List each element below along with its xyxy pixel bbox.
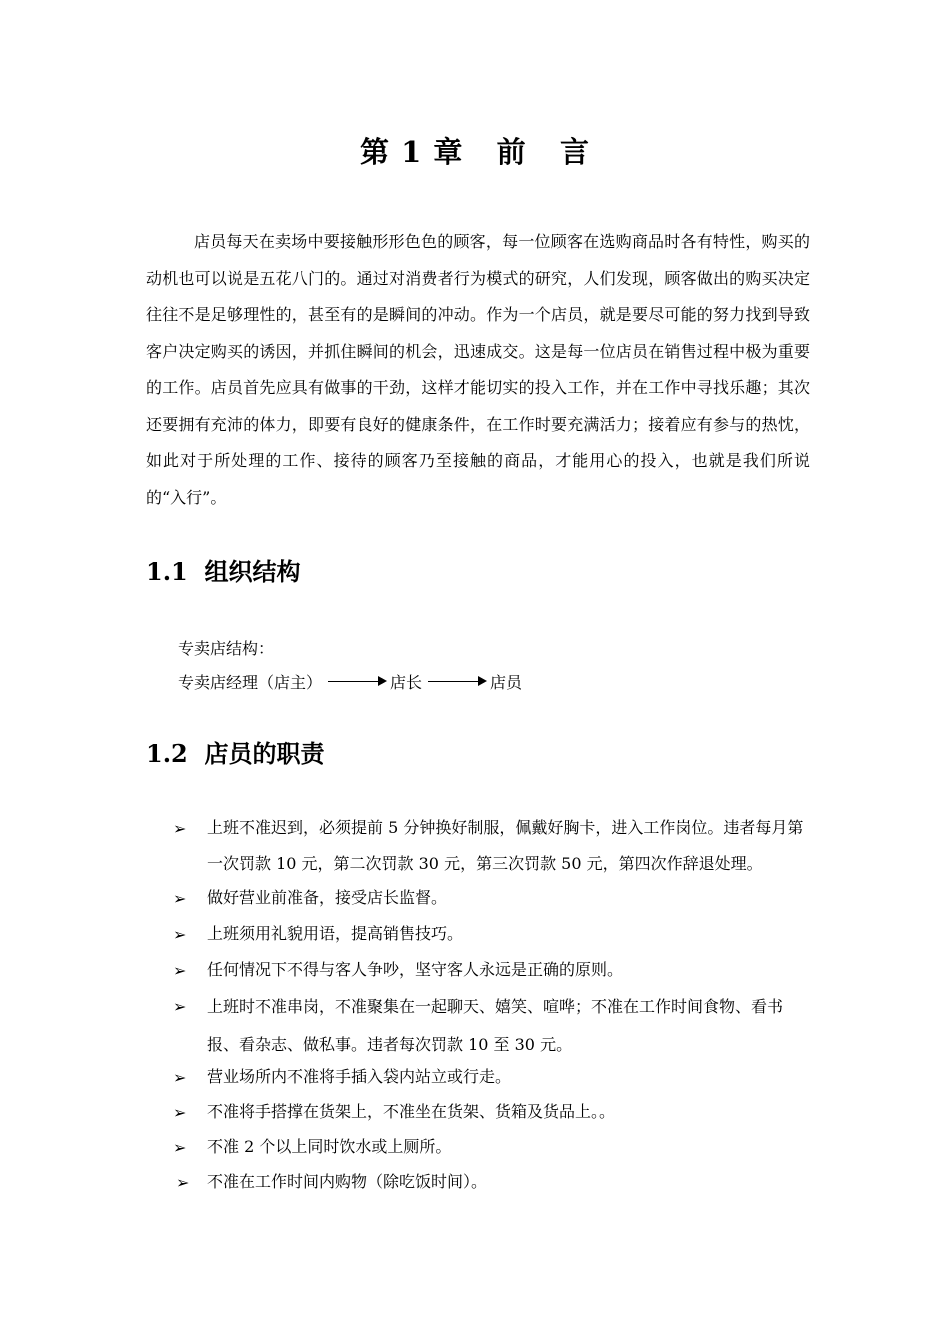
structure-label: 专卖店结构：	[178, 639, 275, 658]
list-item: 不准将手搭撑在货架上，不准坐在货架、货箱及货品上。。	[207, 1102, 616, 1121]
arrowhead-bullet-icon: ➢	[173, 1138, 187, 1157]
list-item: 不准 2 个以上同时饮水或上厕所。	[207, 1137, 452, 1156]
arrowhead-bullet-icon: ➢	[173, 1103, 187, 1122]
arrowhead-bullet-icon: ➢	[173, 961, 187, 980]
list-item: 不准在工作时间内购物（除吃饭时间）。	[207, 1172, 488, 1191]
arrowhead-bullet-icon: ➢	[173, 819, 187, 838]
arrowhead-bullet-icon: ➢	[173, 1068, 187, 1087]
list-item: 做好营业前准备，接受店长监督。	[207, 888, 448, 907]
chapter-title: 第 1 章 前 言	[360, 135, 590, 169]
list-item: 上班时不准串岗，不准聚集在一起聊天、嬉笑、喧哗；不准在工作时间食物、看书报、看杂志、做私事。违者每次罚款 10 至 30 元。	[207, 997, 784, 1054]
arrowhead-bullet-icon: ➢	[173, 997, 187, 1016]
arrowhead-bullet-icon: ➢	[173, 925, 187, 944]
arrowhead-bullet-icon: ➢	[173, 889, 187, 908]
arrow-right-icon	[428, 681, 478, 682]
flow-node-store-manager: 店长	[390, 673, 423, 692]
list-item: 上班不准迟到，必须提前 5 分钟换好制服，佩戴好胸卡，进入工作岗位。违者每月第一次罚款 10 元，第二次罚款 30 元，第三次罚款 50 元，第四次作辞退处理。	[207, 818, 804, 873]
arrowhead-bullet-icon: ➢	[176, 1173, 190, 1192]
section-title-organization: 1.1 组织结构	[146, 557, 301, 586]
intro-paragraph: 店员每天在卖场中要接触形形色色的顾客，每一位顾客在选购商品时各有特性，购买的动机也可以说是五花八门的。通过对消费者行为模式的研究，人们发现，顾客做出的购买决定往往不是足够理性的，甚至有的是瞬间的冲动。作为一个店员，就是要尽可能的努力找到导致客户决定购买的诱因，并抓住瞬间的机会，迅速成交。这是每一位店员在销售过程中极为重要的工作。店员首先应具有做事的干劲，这样才能切实的投入工作，并在工作中寻找乐趣；其次还要拥有充沛的体力，即要有良好的健康条件，在工作时要充满活力；接着应有参与的热忱，如此对于所处理的工作、接待的顾客乃至接触的商品，才能用心的投入，也就是我们所说的“入行”。	[146, 232, 810, 507]
list-item: 上班须用礼貌用语，提高销售技巧。	[207, 924, 464, 943]
flow-node-clerk: 店员	[490, 673, 523, 692]
list-item: 任何情况下不得与客人争吵，坚守客人永远是正确的原则。	[207, 960, 624, 979]
list-item: 营业场所内不准将手插入袋内站立或行走。	[207, 1067, 512, 1086]
arrow-right-icon	[328, 681, 378, 682]
section-title-duties: 1.2 店员的职责	[146, 739, 325, 768]
structure-flow	[178, 670, 522, 693]
flow-node-manager: 专卖店经理（店主）	[178, 673, 323, 692]
